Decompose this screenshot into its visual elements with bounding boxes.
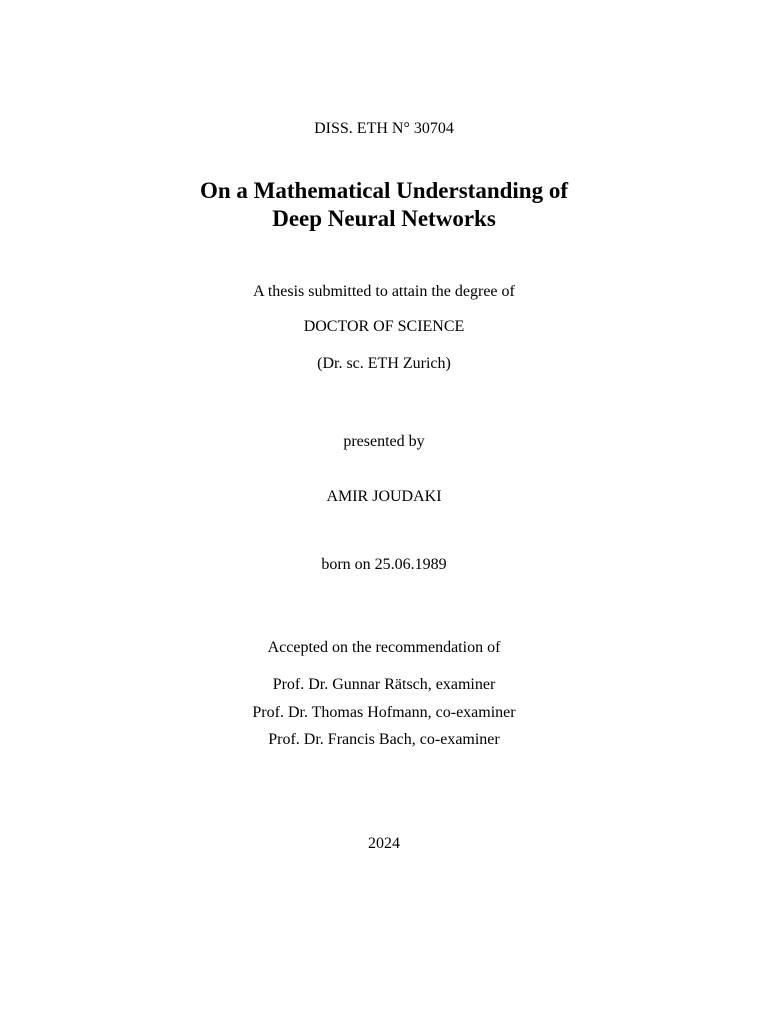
presented-by-label: presented by (343, 433, 425, 450)
dissertation-number: DISS. ETH N° 30704 (314, 120, 454, 137)
examiner-1: Prof. Dr. Gunnar Rätsch, examiner (272, 676, 496, 693)
year: 2024 (368, 835, 400, 852)
examiner-2: Prof. Dr. Thomas Hofmann, co-examiner (252, 704, 516, 721)
birth-date: born on 25.06.1989 (321, 556, 447, 573)
author-name: AMIR JOUDAKI (326, 488, 442, 505)
title-line-2: Deep Neural Networks (272, 206, 496, 231)
degree-abbreviation: (Dr. sc. ETH Zurich) (317, 355, 451, 372)
submitted-statement: A thesis submitted to attain the degree of (253, 283, 515, 300)
title-line-1: On a Mathematical Understanding of (200, 178, 568, 203)
examiner-3: Prof. Dr. Francis Bach, co-examiner (268, 731, 500, 748)
degree-name: DOCTOR OF SCIENCE (303, 318, 465, 335)
accepted-statement: Accepted on the recommendation of (267, 639, 501, 656)
